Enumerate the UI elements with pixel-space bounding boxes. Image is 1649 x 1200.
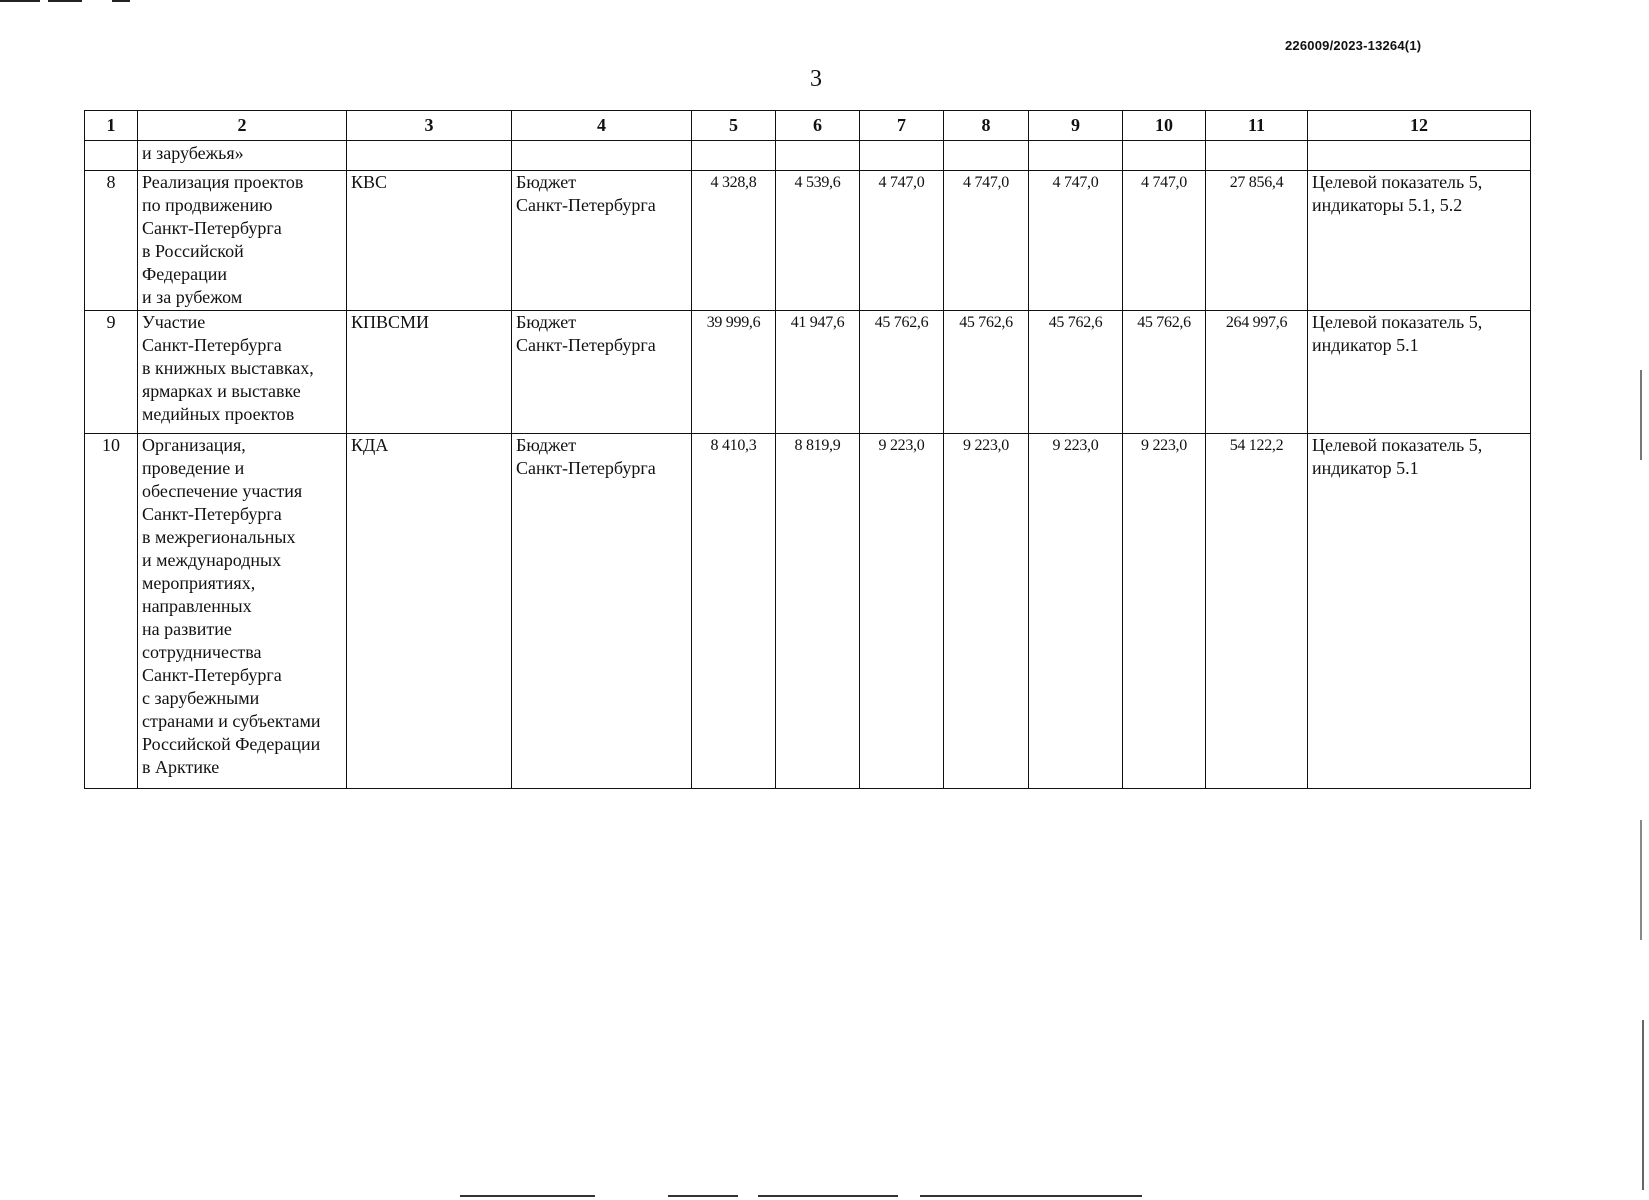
target-indicator: Целевой показатель 5, индикатор 5.1	[1308, 311, 1531, 434]
amount-col6: 8 819,9	[776, 434, 860, 789]
amount-col8: 45 762,6	[944, 311, 1029, 434]
column-header: 6	[776, 111, 860, 141]
amount-col9: 9 223,0	[1029, 434, 1123, 789]
row-number: 10	[85, 434, 138, 789]
amount-col9: 45 762,6	[1029, 311, 1123, 434]
column-header: 2	[138, 111, 347, 141]
amount-col7: 45 762,6	[860, 311, 944, 434]
target-indicator: Целевой показатель 5, индикаторы 5.1, 5.2	[1308, 171, 1531, 311]
executor: КВС	[347, 171, 512, 311]
column-header: 8	[944, 111, 1029, 141]
amount-total: 264 997,6	[1206, 311, 1308, 434]
amount-col8: 4 747,0	[944, 171, 1029, 311]
row-number: 9	[85, 311, 138, 434]
amount-col10: 45 762,6	[1123, 311, 1206, 434]
funding-source: Бюджет Санкт-Петербурга	[512, 434, 692, 789]
activity-name: Организация, проведение и обеспечение участия Санкт-Петербурга в межрегиональных и международных мероприятиях, направленных на развитие сотрудничества Санкт-Петербурга с зарубежными странами и субъектами Российской Федерации в Арктике	[138, 434, 347, 789]
target-indicator: Целевой показатель 5, индикатор 5.1	[1308, 434, 1531, 789]
column-header: 7	[860, 111, 944, 141]
column-header: 4	[512, 111, 692, 141]
budget-table	[84, 110, 1531, 789]
activity-name: Участие Санкт-Петербурга в книжных выставках, ярмарках и выставке медийных проектов	[138, 311, 347, 434]
table-row	[85, 311, 1531, 434]
funding-source: Бюджет Санкт-Петербурга	[512, 171, 692, 311]
table-row	[85, 434, 1531, 789]
amount-col10: 9 223,0	[1123, 434, 1206, 789]
column-header: 10	[1123, 111, 1206, 141]
table-row	[85, 171, 1531, 311]
amount-col7: 4 747,0	[860, 171, 944, 311]
column-header: 11	[1206, 111, 1308, 141]
row-number: 8	[85, 171, 138, 311]
funding-source: Бюджет Санкт-Петербурга	[512, 311, 692, 434]
table-header-row	[85, 111, 1531, 141]
activity-name: Реализация проектов по продвижению Санкт-Петербурга в Российской Федерации и за рубежом	[138, 171, 347, 311]
continuation-text: и зарубежья»	[138, 141, 347, 171]
column-header: 9	[1029, 111, 1123, 141]
column-header: 3	[347, 111, 512, 141]
document-id: 226009/2023-13264(1)	[1285, 38, 1422, 53]
amount-col6: 4 539,6	[776, 171, 860, 311]
column-header: 5	[692, 111, 776, 141]
amount-col6: 41 947,6	[776, 311, 860, 434]
continuation-row	[85, 141, 1531, 171]
amount-col7: 9 223,0	[860, 434, 944, 789]
amount-col8: 9 223,0	[944, 434, 1029, 789]
amount-total: 27 856,4	[1206, 171, 1308, 311]
amount-col10: 4 747,0	[1123, 171, 1206, 311]
amount-col5: 8 410,3	[692, 434, 776, 789]
amount-col9: 4 747,0	[1029, 171, 1123, 311]
column-header: 1	[85, 111, 138, 141]
executor: КПВСМИ	[347, 311, 512, 434]
executor: КДА	[347, 434, 512, 789]
column-header: 12	[1308, 111, 1531, 141]
amount-col5: 39 999,6	[692, 311, 776, 434]
amount-total: 54 122,2	[1206, 434, 1308, 789]
page-number: 3	[810, 66, 822, 92]
amount-col5: 4 328,8	[692, 171, 776, 311]
